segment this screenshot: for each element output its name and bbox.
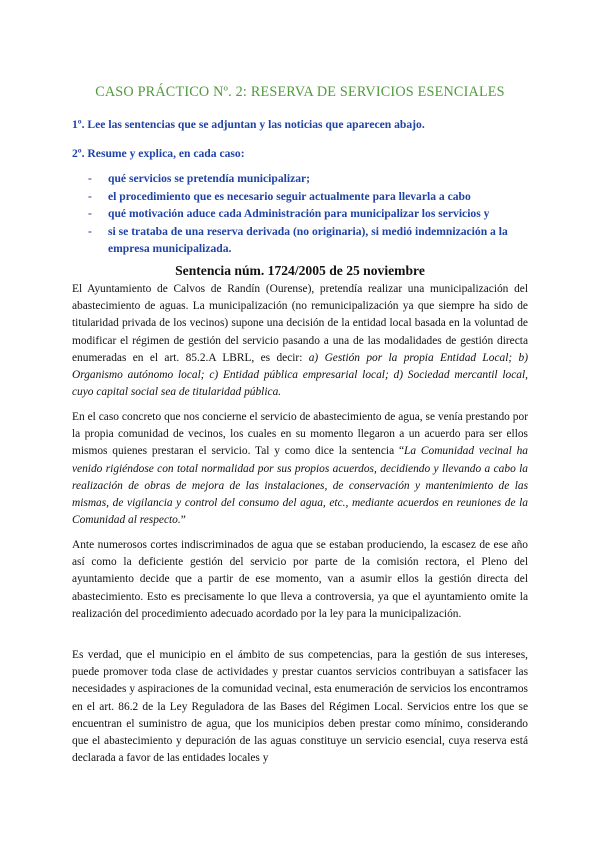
task-list (72, 170, 532, 258)
paragraph-italic: a) Gestión por la propia Entidad Local; b) Organismo autónomo local; c) Entidad pública empresarial local; d) Sociedad mercantil local, cuyo capital social sea de titularidad pública. (72, 351, 528, 399)
question-1: 1º. Lee las sentencias que se adjuntan y las noticias que aparecen abajo. (72, 118, 425, 131)
list-item (72, 170, 532, 188)
paragraph-2 (72, 409, 528, 529)
paragraph-1 (72, 281, 528, 401)
paragraph-italic: La Comunidad vecinal ha venido rigiéndose con total normalidad por sus propios acuerdos, decidiendo y llevando a cabo la realización de obras de mejora de las instalaciones, de conservación y mantenimiento de las mismas, de vigilancia y control del consumo del agua, etc., mediante acuerdos en reuniones de la Comunidad al respecto. (72, 445, 529, 527)
list-item (72, 223, 532, 258)
list-item (72, 188, 532, 206)
list-item (72, 205, 532, 223)
sentence-heading: Sentencia núm. 1724/2005 de 25 noviembre (175, 263, 425, 278)
paragraph-4: Es verdad, que el municipio en el ámbito de sus competencias, para la gestión de sus intereses, puede promover toda clase de actividades y prestar cuantos servicios contribuyan a satisfacer las necesidades y aspiraciones de la comunidad vecinal, esta enumeración de servicios los encontramos en el art. 86.2 de la Ley Reguladora de las Bases del Régimen Local. Servicios entre los que se encuentran el suministro de agua, que los municipios deben prestar como mínimo, considerando que el abastecimiento y depuración de las aguas constituye un servicio esencial, cuya reserva está declarada a favor de las entidades locales y (72, 649, 528, 765)
list-item-text: qué servicios se pretendía municipalizar; (108, 172, 311, 185)
list-item-text: qué motivación aduce cada Administración para municipalizar los servicios y (108, 207, 490, 220)
list-item-text: si se trataba de una reserva derivada (no originaria), si medió indemnización a la empresa municipalizada. (108, 224, 508, 255)
bullet-marker: - (88, 172, 92, 185)
bullet-marker: - (88, 189, 92, 203)
list-item-text: el procedimiento que es necesario seguir actualmente para llevarla a cabo (108, 189, 471, 203)
question-2: 2º. Resume y explica, en cada caso: (72, 147, 245, 160)
bullet-marker: - (88, 224, 92, 238)
document-title: CASO PRÁCTICO Nº. 2: RESERVA DE SERVICIOS ESENCIALES (95, 84, 505, 100)
paragraph-text: El Ayuntamiento de Calvos de Randín (Ourense), pretendía realizar una municipalización del abastecimiento de aguas. La municipalización (no remunicipalización ya que siempre ha sido de titularidad privada de los vecinos) supone una decisión de la entidad local basada en la voluntad de modificar el régimen de gestión del servicio pasando a una de las modalidades de gestión directa enumeradas en el art. 85.2.A LBRL, es decir: (72, 283, 528, 364)
paragraph-3: Ante numerosos cortes indiscriminados de agua que se estaban produciendo, la escasez de ese año así como la deficiente gestión del servicio por parte de la comisión rectora, el Pleno del ayuntamiento decide que a partir de ese momento, van a asumir ellos la gestión directa del abastecimiento. Esto es precisamente lo que lleva a controversia, ya que el ayuntamiento omite la realización del procedimiento adecuado acordado por la ley para la municipalización. (72, 539, 528, 620)
bullet-marker: - (88, 207, 92, 220)
paragraph-text: En el caso concreto que nos concierne el servicio de abastecimiento de agua, se venía prestando por la propia comunidad de vecinos, los cuales en su momento llegaron a un acuerdo para ser ellos mismos quienes prestaran el servicio. Tal y como dice la sentencia “ (72, 411, 528, 458)
paragraph-quote-end: ” (180, 514, 186, 527)
